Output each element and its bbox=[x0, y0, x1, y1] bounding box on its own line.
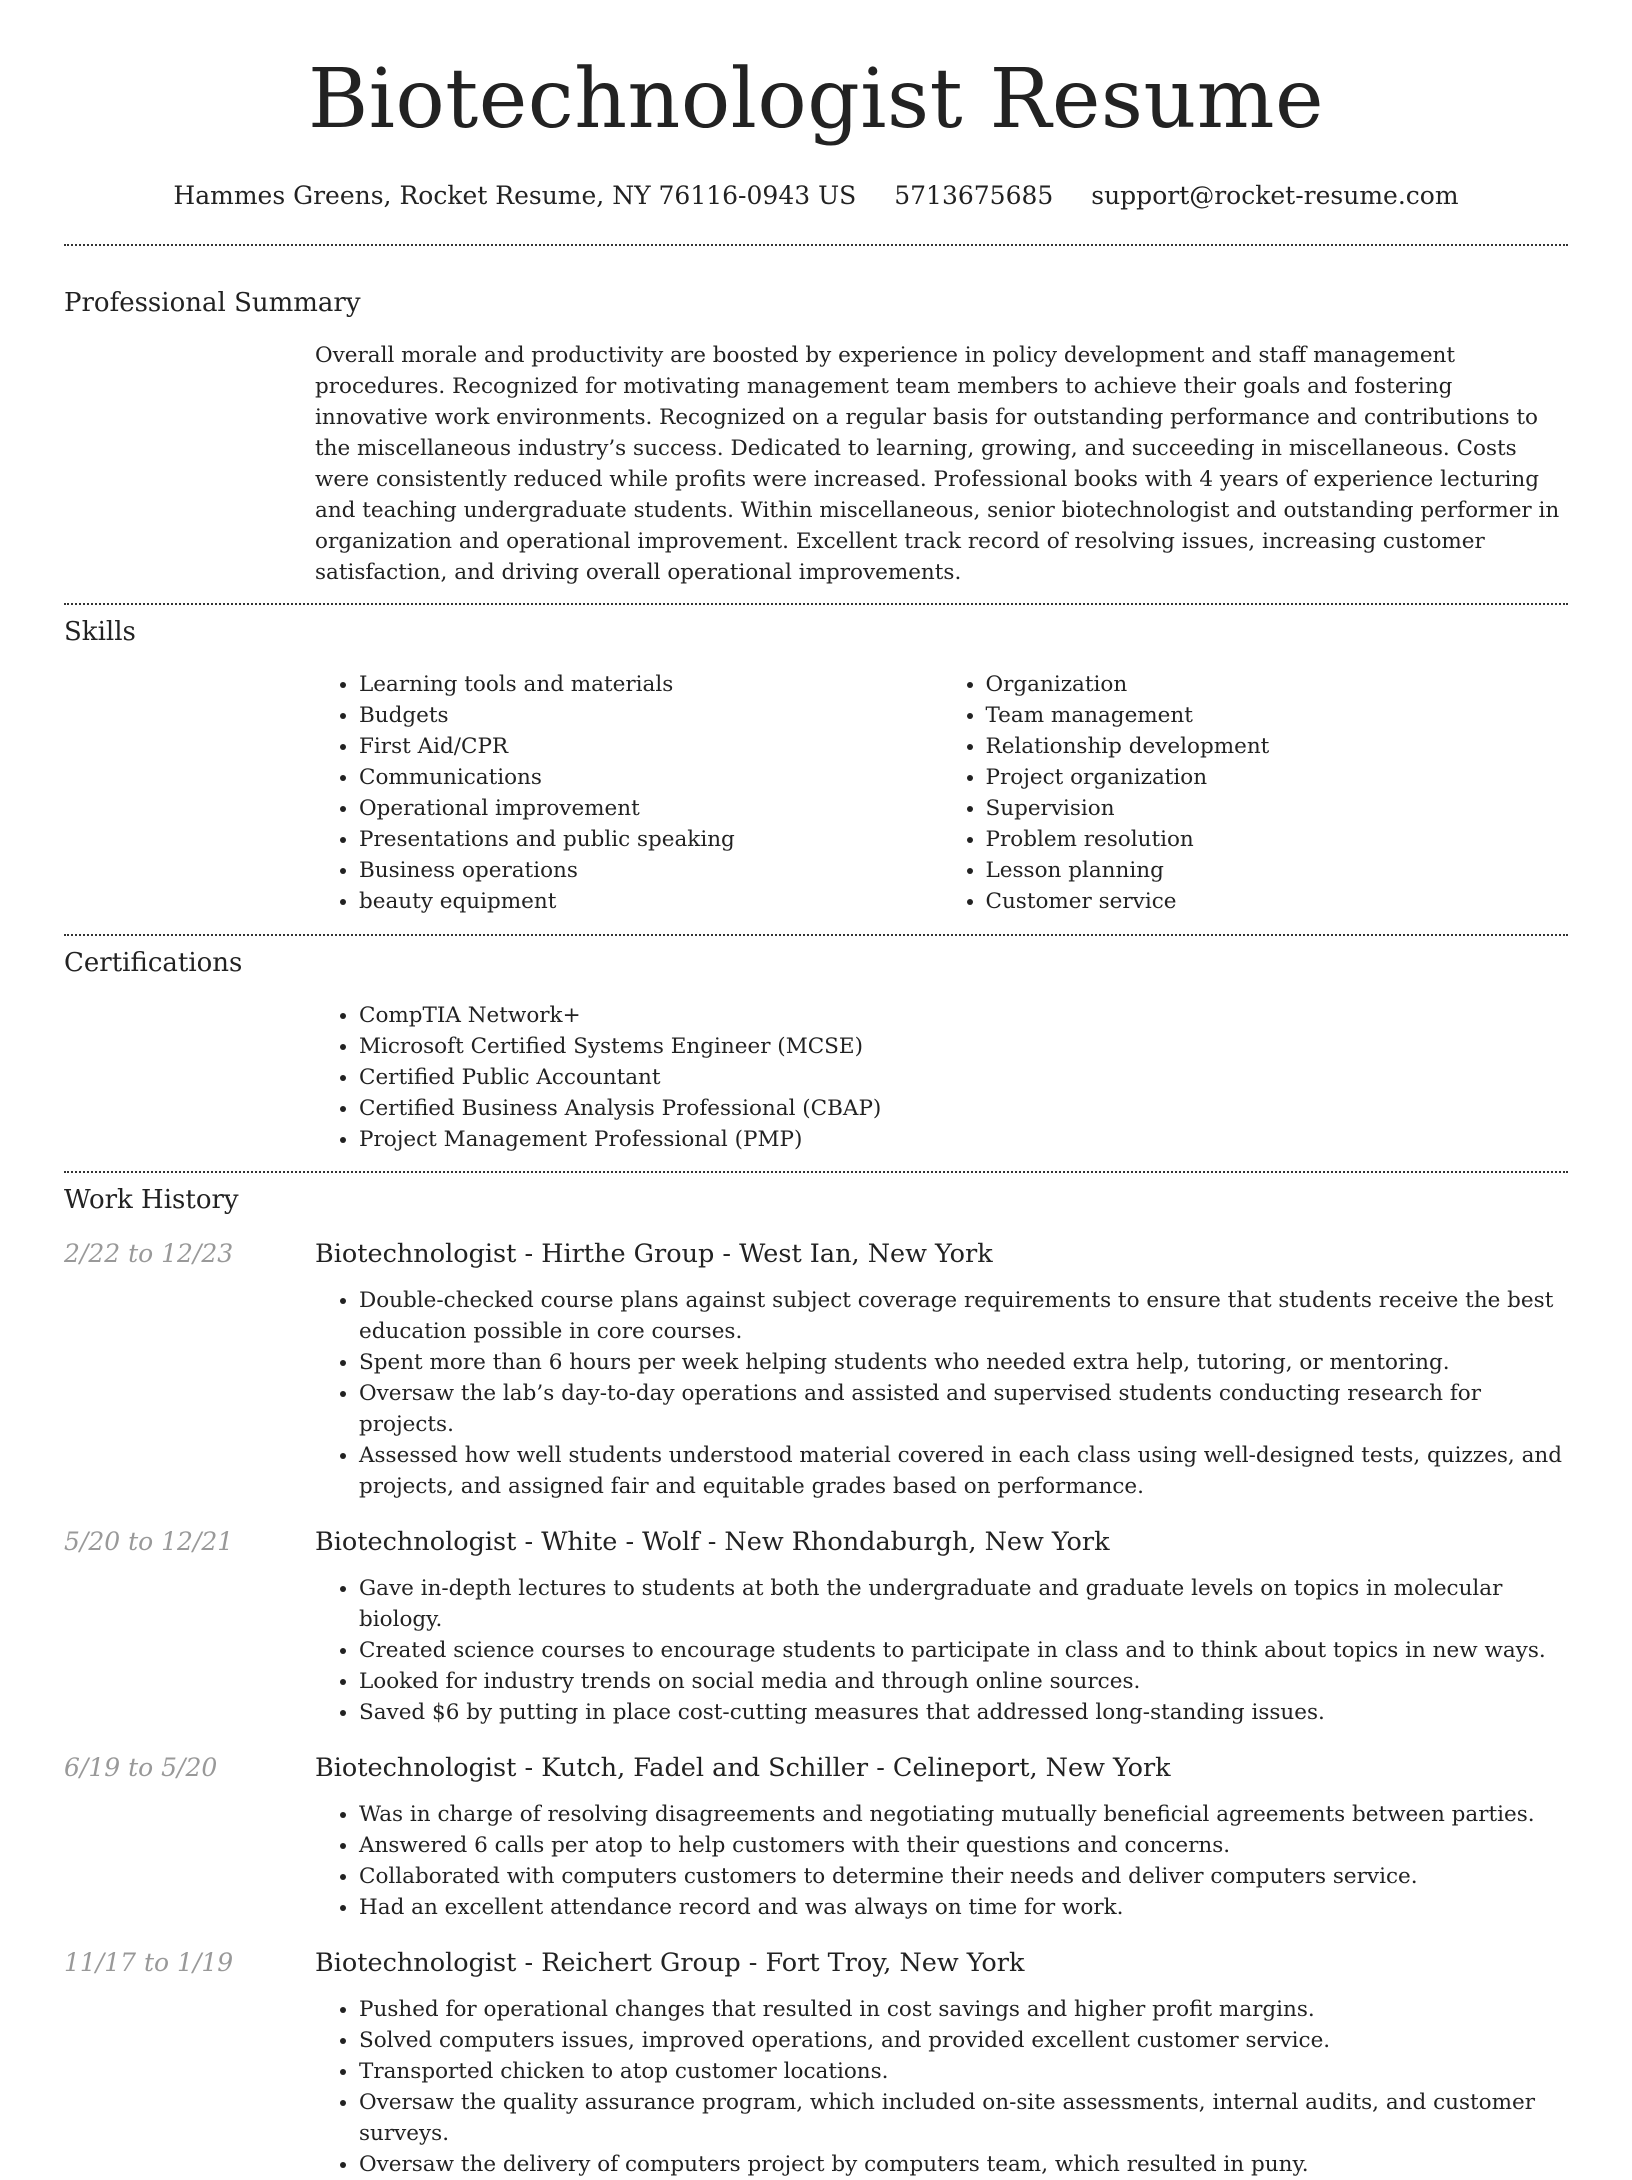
resume-title: Biotechnologist Resume bbox=[307, 52, 1325, 147]
certification-item: • Project Management Professional (PMP) bbox=[359, 1124, 1568, 1155]
contact-email: support@rocket-resume.com bbox=[1091, 181, 1459, 210]
certifications-content bbox=[315, 1000, 1568, 1155]
job-bullet: • Solved computers issues, improved operations, and provided excellent customer service. bbox=[359, 2025, 1568, 2056]
job-bullets bbox=[315, 1799, 1568, 1923]
skill-item: • beauty equipment bbox=[359, 886, 942, 917]
certification-item: • CompTIA Network+ bbox=[359, 1000, 1568, 1031]
certification-item: • Microsoft Certified Systems Engineer (MCSE) bbox=[359, 1031, 1568, 1062]
skills-list bbox=[315, 669, 1568, 917]
skill-item: • Lesson planning bbox=[986, 855, 1569, 886]
job-details bbox=[315, 1237, 1568, 1502]
skill-item: • Budgets bbox=[359, 700, 942, 731]
skill-item: • Project organization bbox=[986, 762, 1569, 793]
job-bullet: • Had an excellent attendance record and was always on time for work. bbox=[359, 1892, 1568, 1923]
job-dates: 2/22 to 12/23 bbox=[64, 1239, 234, 1268]
certification-item: • Certified Public Accountant bbox=[359, 1062, 1568, 1093]
job-title: Biotechnologist - Reichert Group - Fort Troy, New York bbox=[315, 1948, 1025, 1978]
job-entry bbox=[64, 1946, 1568, 2180]
job-bullet: • Oversaw the quality assurance program, which included on-site assessments, internal audits, and customer surveys. bbox=[359, 2087, 1568, 2149]
job-details bbox=[315, 1525, 1568, 1728]
job-bullet: • Transported chicken to atop customer locations. bbox=[359, 2056, 1568, 2087]
job-title: Biotechnologist - Hirthe Group - West Ian, New York bbox=[315, 1239, 993, 1269]
job-bullet: • Oversaw the delivery of computers project by computers team, which resulted in puny. bbox=[359, 2149, 1568, 2180]
job-bullets bbox=[315, 1994, 1568, 2180]
job-dates: 6/19 to 5/20 bbox=[64, 1753, 218, 1782]
skills-heading: Skills bbox=[64, 617, 136, 647]
contact-phone: 5713675685 bbox=[894, 181, 1054, 210]
work-history-heading: Work History bbox=[64, 1185, 239, 1215]
job-bullet: • Created science courses to encourage students to participate in class and to think about topics in new ways. bbox=[359, 1635, 1568, 1666]
job-entry bbox=[64, 1751, 1568, 1923]
job-bullet: • Looked for industry trends on social media and through online sources. bbox=[359, 1666, 1568, 1697]
skill-item: • Relationship development bbox=[986, 731, 1569, 762]
job-bullet: • Oversaw the lab’s day-to-day operations and assisted and supervised students conducting research for projects. bbox=[359, 1378, 1568, 1440]
certifications-section bbox=[64, 936, 1568, 1155]
job-bullet: • Pushed for operational changes that resulted in cost savings and higher profit margins. bbox=[359, 1994, 1568, 2025]
job-bullets bbox=[315, 1573, 1568, 1728]
job-entry bbox=[64, 1237, 1568, 1502]
summary-text: Overall morale and productivity are boosted by experience in policy development and staff management procedures. Recognized for motivating management team members to achieve their goals and fostering innovative work environments. Recognized on a regular basis for outstanding performance and contributions to the miscellaneous industry’s success. Dedicated to learning, growing, and succeeding in miscellaneous. Costs were consistently reduced while profits were increased. Professional books with 4 years of experience lecturing and teaching undergraduate students. Within miscellaneous, senior biotechnologist and outstanding performer in organization and operational improvement. Excellent track record of resolving issues, increasing customer satisfaction, and driving overall operational improvements. bbox=[315, 343, 1560, 585]
skills-column-right bbox=[942, 669, 1569, 917]
certifications-heading: Certifications bbox=[64, 948, 243, 978]
skill-item: • Communications bbox=[359, 762, 942, 793]
job-bullet: • Answered 6 calls per atop to help customers with their questions and concerns. bbox=[359, 1830, 1568, 1861]
skills-section bbox=[64, 605, 1568, 917]
skills-column-left bbox=[315, 669, 942, 917]
job-bullet: • Double-checked course plans against subject coverage requirements to ensure that students receive the best education possible in core courses. bbox=[359, 1285, 1568, 1347]
job-dates: 5/20 to 12/21 bbox=[64, 1527, 234, 1556]
job-bullets bbox=[315, 1285, 1568, 1502]
skill-item: • Business operations bbox=[359, 855, 942, 886]
contact-address: Hammes Greens, Rocket Resume, NY 76116-0943 US bbox=[173, 181, 857, 210]
job-bullet: • Was in charge of resolving disagreements and negotiating mutually beneficial agreements between parties. bbox=[359, 1799, 1568, 1830]
work-history-section bbox=[64, 1173, 1568, 2180]
job-bullet: • Saved $6 by putting in place cost-cutting measures that addressed long-standing issues. bbox=[359, 1697, 1568, 1728]
skill-item: • Operational improvement bbox=[359, 793, 942, 824]
job-details bbox=[315, 1946, 1568, 2180]
certification-item: • Certified Business Analysis Professional (CBAP) bbox=[359, 1093, 1568, 1124]
certifications-list bbox=[315, 1000, 1568, 1155]
summary-content bbox=[315, 340, 1568, 588]
skill-item: • Supervision bbox=[986, 793, 1569, 824]
job-bullet: • Gave in-depth lectures to students at both the undergraduate and graduate levels on topics in molecular biology. bbox=[359, 1573, 1568, 1635]
job-bullet: • Spent more than 6 hours per week helping students who needed extra help, tutoring, or mentoring. bbox=[359, 1347, 1568, 1378]
job-bullet: • Assessed how well students understood material covered in each class using well-designed tests, quizzes, and projects, and assigned fair and equitable grades based on performance. bbox=[359, 1440, 1568, 1502]
job-bullet: • Collaborated with computers customers to determine their needs and deliver computers service. bbox=[359, 1861, 1568, 1892]
job-dates: 11/17 to 1/19 bbox=[64, 1948, 234, 1977]
skill-item: • Customer service bbox=[986, 886, 1569, 917]
skill-item: • Learning tools and materials bbox=[359, 669, 942, 700]
summary-heading: Professional Summary bbox=[64, 288, 361, 318]
skill-item: • Presentations and public speaking bbox=[359, 824, 942, 855]
job-title: Biotechnologist - White - Wolf - New Rhondaburgh, New York bbox=[315, 1527, 1110, 1557]
skill-item: • Team management bbox=[986, 700, 1569, 731]
jobs-list bbox=[64, 1237, 1568, 2180]
job-title: Biotechnologist - Kutch, Fadel and Schiller - Celineport, New York bbox=[315, 1753, 1171, 1783]
job-entry bbox=[64, 1525, 1568, 1728]
skill-item: • Problem resolution bbox=[986, 824, 1569, 855]
skill-item: • First Aid/CPR bbox=[359, 731, 942, 762]
job-details bbox=[315, 1751, 1568, 1923]
summary-section bbox=[64, 246, 1568, 588]
contact-line bbox=[64, 180, 1568, 212]
skill-item: • Organization bbox=[986, 669, 1569, 700]
